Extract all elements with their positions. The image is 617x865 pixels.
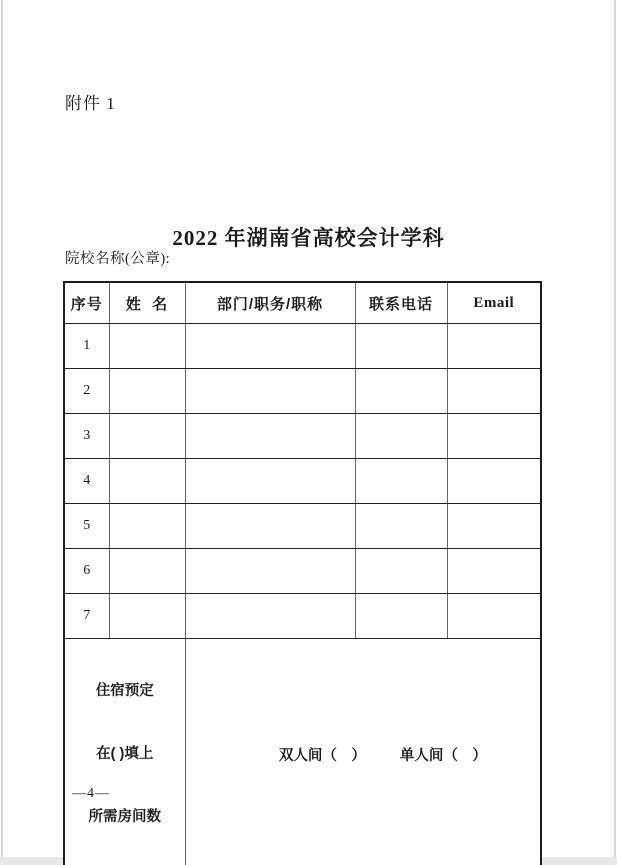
cell-phone <box>355 369 447 414</box>
cell-department <box>185 504 355 549</box>
cell-email <box>447 504 541 549</box>
cell-phone <box>355 459 447 504</box>
reply-form-table <box>63 281 542 865</box>
cell-department <box>185 549 355 594</box>
cell-email <box>447 324 541 369</box>
lodging-label-line-1: 住宿预定 <box>95 683 154 699</box>
cell-email <box>447 414 541 459</box>
cell-phone <box>355 414 447 459</box>
cell-phone <box>355 549 447 594</box>
cell-email <box>447 369 541 414</box>
header-name: 姓 名 <box>109 282 185 324</box>
cell-email <box>447 459 541 504</box>
table-row <box>64 324 541 369</box>
cell-name <box>109 504 185 549</box>
cell-department <box>185 459 355 504</box>
cell-department <box>185 594 355 639</box>
cell-name <box>109 459 185 504</box>
cell-email <box>447 594 541 639</box>
double-room-field: 双人间（ ） <box>278 748 366 764</box>
page-number: —4— <box>72 786 110 801</box>
row-number: 1 <box>64 324 109 369</box>
cell-department <box>185 369 355 414</box>
lodging-rooms-cell <box>185 639 541 865</box>
cell-name <box>109 549 185 594</box>
single-room-field: 单人间（ ） <box>399 748 487 764</box>
cell-phone <box>355 594 447 639</box>
cell-department <box>185 324 355 369</box>
institution-seal-label: 院校名称(公章): <box>65 251 171 267</box>
cell-name <box>109 594 185 639</box>
header-serial: 序号 <box>64 282 109 324</box>
header-department: 部门/职务/职称 <box>185 282 355 324</box>
table-row <box>64 594 541 639</box>
cell-name <box>109 414 185 459</box>
cell-name <box>109 324 185 369</box>
table-row <box>64 369 541 414</box>
cell-phone <box>355 504 447 549</box>
row-number: 5 <box>64 504 109 549</box>
row-number: 7 <box>64 594 109 639</box>
row-number: 6 <box>64 549 109 594</box>
cell-email <box>447 549 541 594</box>
header-email: Email <box>447 282 541 324</box>
lodging-label-line-3: 所需房间数 <box>88 809 161 825</box>
lodging-row <box>64 639 541 865</box>
attachment-label: 附件 1 <box>65 94 116 113</box>
row-number: 3 <box>64 414 109 459</box>
cell-phone <box>355 324 447 369</box>
title-line-1: 2022 年湖南省高校会计学科 <box>172 226 445 250</box>
table-row <box>64 459 541 504</box>
table-header-row <box>64 282 541 324</box>
header-phone: 联系电话 <box>355 282 447 324</box>
table-row <box>64 504 541 549</box>
table-row <box>64 549 541 594</box>
row-number: 4 <box>64 459 109 504</box>
table-row <box>64 414 541 459</box>
row-number: 2 <box>64 369 109 414</box>
lodging-label-cell <box>64 639 185 865</box>
cell-name <box>109 369 185 414</box>
lodging-label-line-2: 在( )填上 <box>96 746 154 762</box>
cell-department <box>185 414 355 459</box>
